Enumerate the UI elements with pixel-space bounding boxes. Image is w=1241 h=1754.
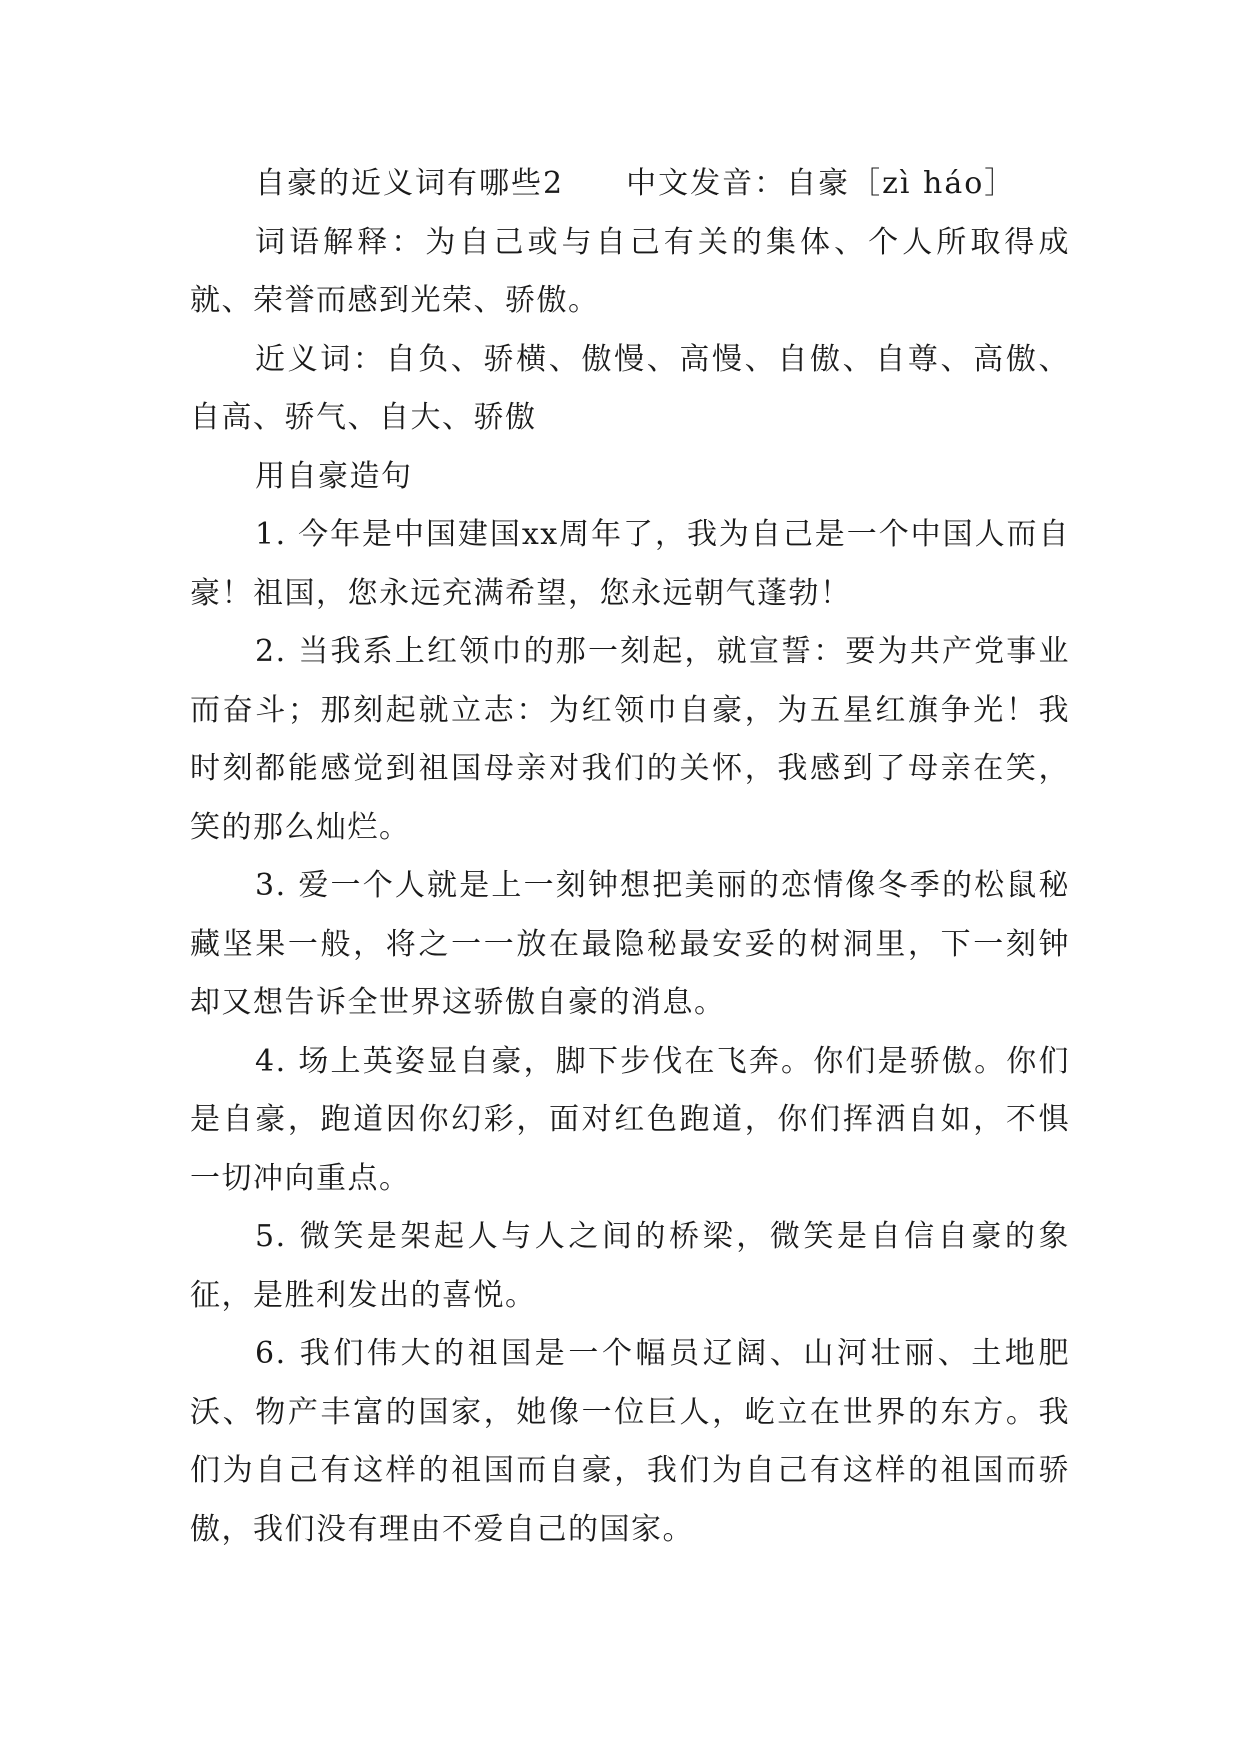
synonyms-paragraph: 近义词：自负、骄横、傲慢、高慢、自傲、自尊、高傲、自高、骄气、自大、骄傲 [190, 341, 1070, 435]
document-body [190, 155, 1070, 1559]
heading-pronunciation: 中文发音：自豪［zì háo］ [626, 166, 1017, 201]
example-sentence-2: 2. 当我系上红领巾的那一刻起，就宣誓：要为共产党事业而奋斗；那刻起就立志：为红领巾自豪，为五星红旗争光！我时刻都能感觉到祖国母亲对我们的关怀，我感到了母亲在笑，笑的那么灿烂。 [190, 634, 1070, 845]
example-sentence-6: 6. 我们伟大的祖国是一个幅员辽阔、山河壮丽、土地肥沃、物产丰富的国家，她像一位巨人，屹立在世界的东方。我们为自己有这样的祖国而自豪，我们为自己有这样的祖国而骄傲，我们没有理由不爱自己的国家。 [190, 1336, 1070, 1547]
heading-title: 自豪的近义词有哪些2 [255, 166, 565, 201]
example-sentence-3: 3. 爱一个人就是上一刻钟想把美丽的恋情像冬季的松鼠秘藏坚果一般，将之一一放在最隐秘最安妥的树洞里，下一刻钟却又想告诉全世界这骄傲自豪的消息。 [190, 868, 1070, 1020]
section-title: 用自豪造句 [255, 458, 413, 494]
example-sentence-5: 5. 微笑是架起人与人之间的桥梁，微笑是自信自豪的象征，是胜利发出的喜悦。 [190, 1219, 1070, 1313]
example-sentence-1: 1. 今年是中国建国xx周年了，我为自己是一个中国人而自豪！祖国，您永远充满希望，您永远朝气蓬勃！ [190, 517, 1070, 611]
example-sentence-4: 4. 场上英姿显自豪，脚下步伐在飞奔。你们是骄傲。你们是自豪，跑道因你幻彩，面对红色跑道，你们挥洒自如，不惧一切冲向重点。 [190, 1043, 1070, 1196]
heading-line [190, 155, 1070, 214]
definition-paragraph: 词语解释：为自己或与自己有关的集体、个人所取得成就、荣誉而感到光荣、骄傲。 [190, 224, 1070, 318]
